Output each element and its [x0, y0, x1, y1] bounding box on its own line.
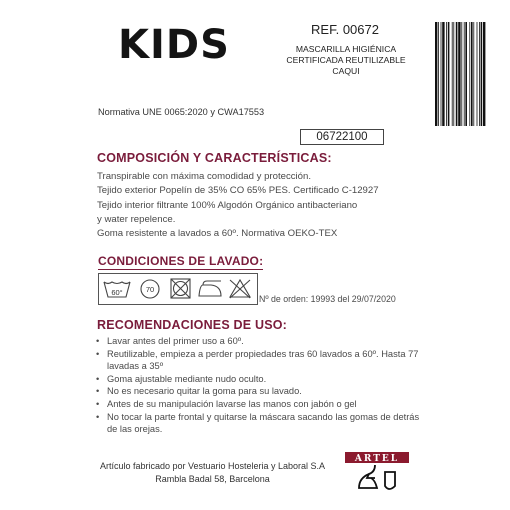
- list-item: • Goma ajustable mediante nudo oculto.: [96, 373, 426, 386]
- description-line: MASCARILLA HIGIÉNICA: [295, 44, 397, 54]
- washing-heading: CONDICIONES DE LAVADO:: [98, 254, 264, 268]
- composition-line: Goma resistente a lavados a 60º. Normativa OEKO-TEX: [97, 228, 338, 240]
- list-item: • No es necesario quitar la goma para su lavado.: [96, 385, 426, 398]
- composition-line: Tejido interior filtrante 100% Algodón Orgánico antibacteriano: [97, 199, 358, 211]
- list-item: • Lavar antes del primer uso a 60º.: [96, 335, 426, 348]
- composition-line: Tejido exterior Popelín de 35% CO 65% PES. Certificado C-12927: [97, 185, 379, 197]
- brand-title: KIDS: [118, 22, 230, 68]
- manufacturer-info: [95, 460, 330, 486]
- composition-line: y water repelence.: [97, 213, 176, 225]
- normativa-text: Normativa UNE 0065:2020 y CWA17553: [98, 107, 265, 117]
- description-line: CAQUI: [332, 66, 360, 76]
- composition-heading: COMPOSICIÓN Y CARACTERÍSTICAS:: [97, 151, 332, 165]
- order-number: Nº de orden: 19993 del 29/07/2020: [259, 294, 396, 304]
- manufacturer-address: Rambla Badal 58, Barcelona: [155, 474, 270, 484]
- recommendations-list: [96, 335, 426, 436]
- care-symbols: [98, 273, 258, 305]
- artel-logo: [345, 452, 409, 502]
- list-item: • No tocar la parte frontal y quitarse la máscara sacando las gomas de detrás de las orejas.: [96, 411, 426, 436]
- barcode-number: 06722100: [300, 129, 384, 145]
- recommendations-heading: RECOMENDACIONES DE USO:: [97, 318, 288, 332]
- no-tumble-dry-icon: [171, 279, 190, 298]
- iron-icon: [199, 281, 221, 296]
- composition-list: [97, 170, 427, 241]
- list-item: • Reutilizable, empieza a perder propiedades tras 60 lavados a 60º. Hasta 77 lavadas a 35º: [96, 348, 426, 373]
- artel-logo-text: ARTEL: [354, 454, 400, 464]
- wash-temp-label: 60°: [111, 288, 123, 297]
- barcode-icon: [433, 20, 499, 128]
- manufacturer-line: Artículo fabricado por Vestuario Hosteleria y Laboral S.A: [99, 461, 326, 471]
- description-line: CERTIFICADA REUTILIZABLE: [286, 55, 406, 65]
- list-item: • Antes de su manipulación lavarse las manos con jabón o gel: [96, 398, 426, 411]
- circle-label: 70: [145, 285, 155, 294]
- product-description: [270, 44, 422, 77]
- no-bleach-icon: [230, 280, 250, 298]
- care-symbols-graphic: [99, 274, 257, 304]
- reference-number: REF. 00672: [311, 22, 379, 37]
- composition-line: Transpirable con máxima comodidad y protección.: [97, 171, 312, 182]
